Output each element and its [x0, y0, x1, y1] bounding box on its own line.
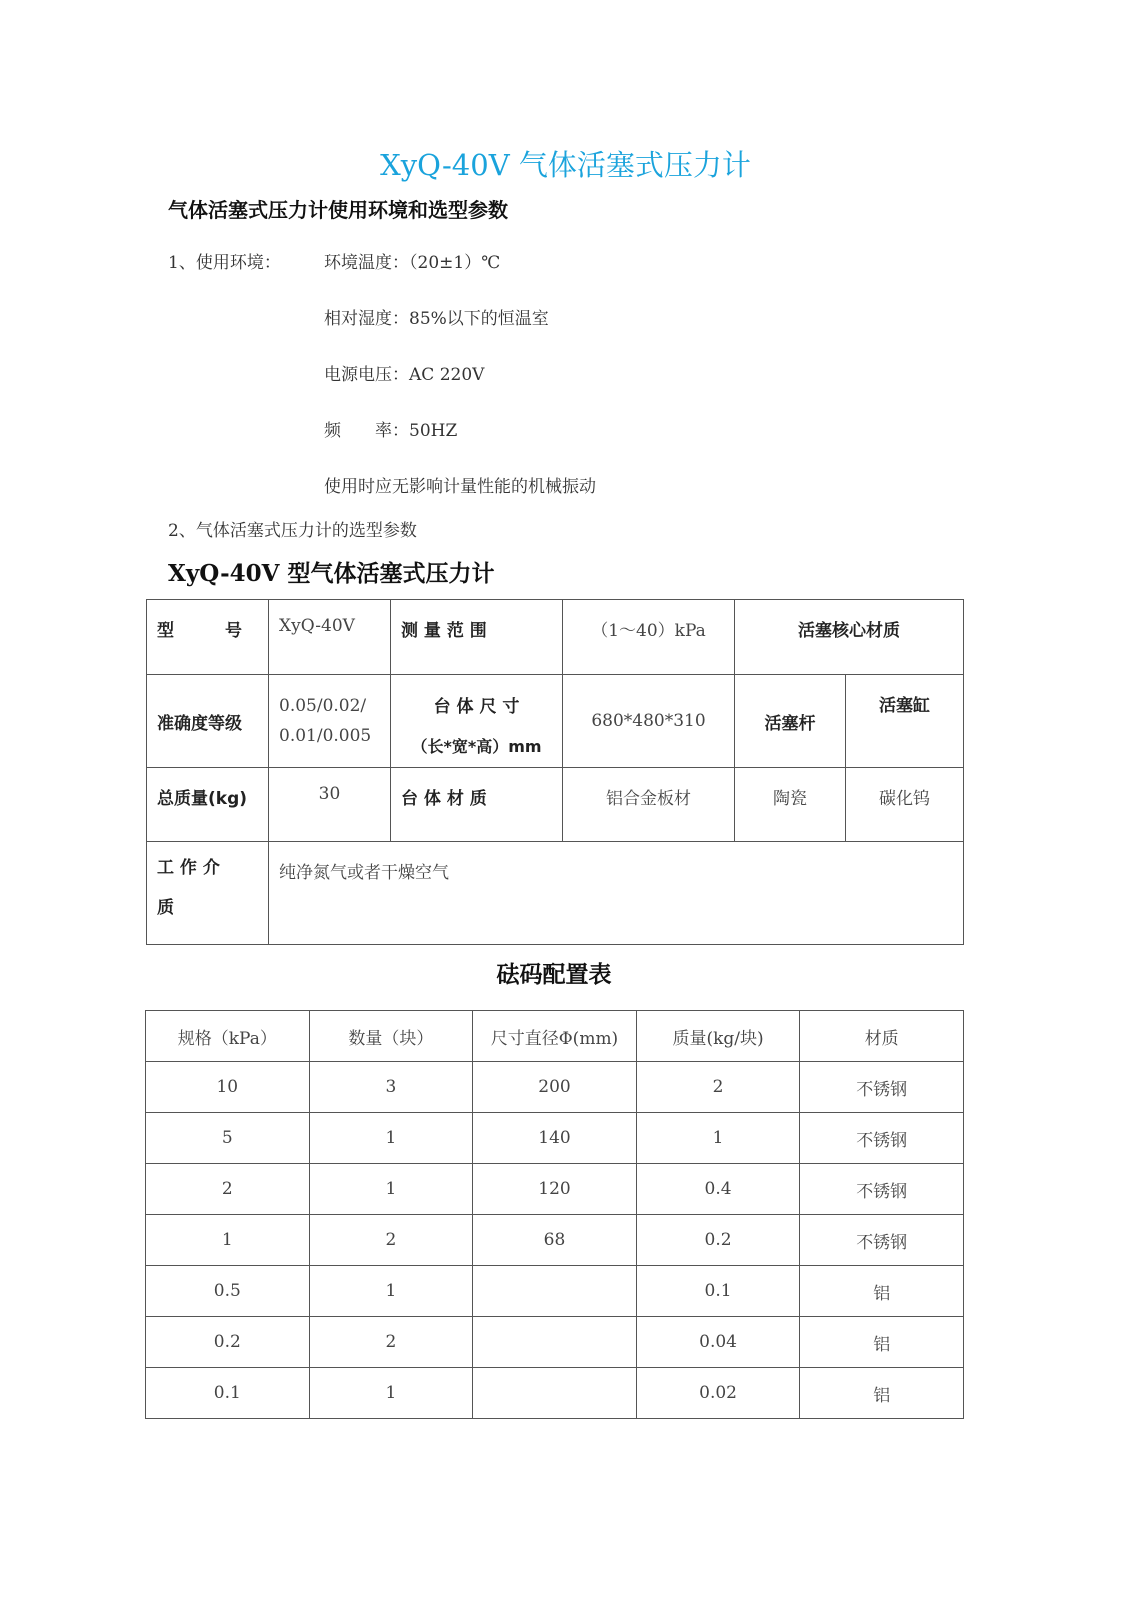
- model-label: 型 号: [147, 600, 269, 675]
- accuracy-label: 准确度等级: [147, 675, 269, 768]
- table-cell: 铝: [800, 1317, 964, 1368]
- table-cell: [473, 1368, 637, 1419]
- header-cell: 数量（块）: [309, 1011, 473, 1062]
- range-value: （1～40）kPa: [563, 600, 735, 675]
- table-cell: 2: [146, 1164, 310, 1215]
- table-cell: 1: [309, 1113, 473, 1164]
- header-cell: 尺寸直径Φ(mm): [473, 1011, 637, 1062]
- env-vibration: 使用时应无影响计量性能的机械振动: [324, 477, 596, 497]
- table-cell: 2: [309, 1317, 473, 1368]
- medium-label-1: 工 作 介: [157, 858, 220, 878]
- table-cell: 0.5: [146, 1266, 310, 1317]
- table-cell: 1: [636, 1113, 800, 1164]
- env-label: 1、使用环境：: [168, 253, 281, 273]
- rod-label: 活塞杆: [735, 675, 846, 768]
- table-cell: 不锈钢: [800, 1215, 964, 1266]
- table-cell: 2: [309, 1215, 473, 1266]
- table-cell: 140: [473, 1113, 637, 1164]
- table-row: [146, 1266, 964, 1317]
- table-cell: 1: [309, 1368, 473, 1419]
- section-heading: 气体活塞式压力计使用环境和选型参数: [168, 198, 508, 222]
- table-cell: 0.1: [146, 1368, 310, 1419]
- spec-table: [146, 599, 964, 945]
- header-cell: 规格（kPa）: [146, 1011, 310, 1062]
- table-cell: 0.2: [636, 1215, 800, 1266]
- table-cell: 0.4: [636, 1164, 800, 1215]
- table-row: [146, 1215, 964, 1266]
- table-row: [146, 1113, 964, 1164]
- table-cell: 3: [309, 1062, 473, 1113]
- table-cell: 0.02: [636, 1368, 800, 1419]
- page-title: XyQ-40V 气体活塞式压力计: [380, 148, 751, 182]
- accuracy-value-1: 0.05/0.02/: [279, 696, 367, 716]
- size-value: 680*480*310: [563, 675, 735, 768]
- table-row: [146, 1062, 964, 1113]
- table-cell: 68: [473, 1215, 637, 1266]
- cylinder-material: 碳化钨: [846, 768, 964, 842]
- table-cell: 10: [146, 1062, 310, 1113]
- range-label: 测 量 范 围: [391, 600, 563, 675]
- rod-material: 陶瓷: [735, 768, 846, 842]
- weights-title: 砝码配置表: [496, 962, 612, 988]
- table-row: [146, 1317, 964, 1368]
- env-temperature: 环境温度：（20±1）℃: [324, 253, 501, 273]
- medium-value: 纯净氮气或者干燥空气: [269, 842, 964, 945]
- table-cell: 0.04: [636, 1317, 800, 1368]
- accuracy-value-2: 0.01/0.005: [279, 726, 372, 746]
- table-cell: 0.1: [636, 1266, 800, 1317]
- env-frequency: 频 率：50HZ: [324, 421, 458, 441]
- table-cell: 铝: [800, 1266, 964, 1317]
- header-cell: 质量(kg/块): [636, 1011, 800, 1062]
- body-material-value: 铝合金板材: [563, 768, 735, 842]
- table-cell: 不锈钢: [800, 1164, 964, 1215]
- model-heading: XyQ-40V 型气体活塞式压力计: [168, 560, 495, 587]
- table-cell: 120: [473, 1164, 637, 1215]
- table-cell: 不锈钢: [800, 1062, 964, 1113]
- table-cell: 1: [146, 1215, 310, 1266]
- env-humidity: 相对湿度：85%以下的恒温室: [324, 309, 549, 329]
- table-cell: 铝: [800, 1368, 964, 1419]
- table-cell: 5: [146, 1113, 310, 1164]
- weights-table: [145, 1010, 964, 1419]
- selection-label: 2、气体活塞式压力计的选型参数: [168, 521, 417, 541]
- table-cell: 不锈钢: [800, 1113, 964, 1164]
- table-cell: [473, 1266, 637, 1317]
- table-cell: 1: [309, 1266, 473, 1317]
- header-cell: 材质: [800, 1011, 964, 1062]
- env-voltage: 电源电压：AC 220V: [324, 365, 485, 385]
- body-material-label: 台 体 材 质: [391, 768, 563, 842]
- weight-value: 30: [269, 768, 391, 842]
- table-cell: 200: [473, 1062, 637, 1113]
- size-label-1: 台 体 尺 寸: [433, 697, 520, 717]
- core-material-label: 活塞核心材质: [735, 600, 964, 675]
- table-row: [146, 1368, 964, 1419]
- table-cell: [473, 1317, 637, 1368]
- table-cell: 1: [309, 1164, 473, 1215]
- table-cell: 0.2: [146, 1317, 310, 1368]
- weight-label: 总质量(kg): [147, 768, 269, 842]
- cylinder-label: 活塞缸: [846, 675, 964, 768]
- medium-label-2: 质: [157, 898, 174, 918]
- model-value: XyQ-40V: [269, 600, 391, 675]
- size-label-2: （长*宽*高）mm: [411, 737, 542, 756]
- table-row: [146, 1164, 964, 1215]
- table-cell: 2: [636, 1062, 800, 1113]
